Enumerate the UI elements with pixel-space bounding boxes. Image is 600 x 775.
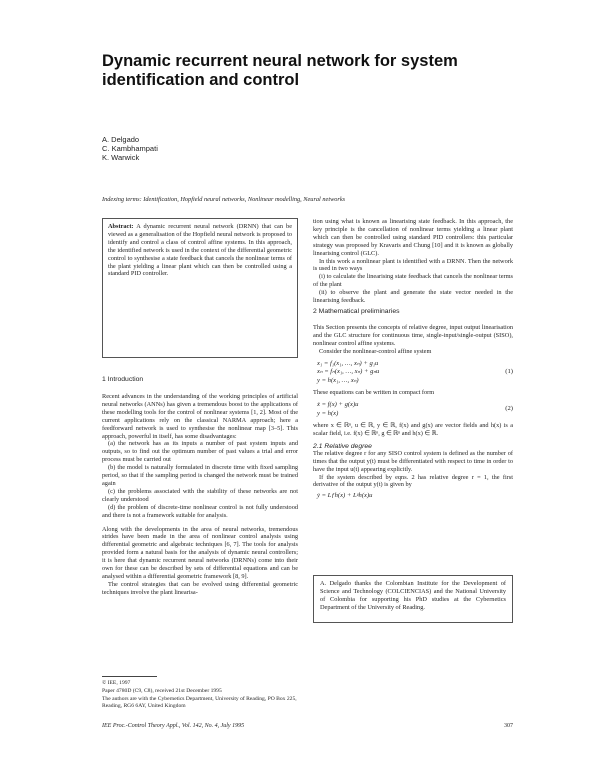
- page-number: 307: [504, 723, 513, 729]
- equation-line: y = h(x): [317, 409, 339, 417]
- intro-paragraph: tion using what is known as linearising state feedback. In this approach, the key principle is the cancellation of nonlinear terms yielding a linear plant which can then be controlled using standard PID controllers: this particular strategy was proposed by Kravaris and Chung [10] and it is known as globally linearising control (GLC).: [313, 218, 513, 257]
- intro-list-item: (d) the problem of discrete-time nonlinear control is not fully understood and there is not a framework suitable for analysis.: [102, 503, 298, 519]
- equation-line: ẋ = f(x) + g(x)u: [317, 401, 359, 409]
- intro-paragraph: The control strategies that can be evolved using differential geometric techniques involve the plant linearisa-: [102, 580, 298, 596]
- subsection-paragraph: The relative degree r for any SISO control system is defined as the number of times that the output y(t) must be differentiated with respect to time in order to have the input u(t) appearing explicitly.: [313, 449, 513, 473]
- abstract-label: Abstract:: [108, 223, 134, 230]
- section-paragraph: Consider the nonlinear-control affine system: [319, 347, 432, 355]
- paper-title: Dynamic recurrent neural network for system identification and control: [102, 52, 458, 89]
- intro-paragraph: In this work a nonlinear plant is identified with a DRNN. Then the network is used in two ways: [313, 257, 513, 273]
- section-paragraph: These equations can be written in compact form: [313, 389, 435, 397]
- subsection-paragraph: If the system described by eqns. 2 has relative degree r = 1, the first derivative of the output y(t) is given by: [313, 473, 513, 489]
- footnote-paper: Paper 4780D (C9, C8), received 21st December 1995: [102, 688, 222, 694]
- equation-line: xₙ = fₙ(x₁, …, xₙ) + gₙu: [317, 368, 380, 376]
- abstract-text: [108, 223, 292, 278]
- section-paragraph: This Section presents the concepts of relative degree, input output linearisation and the GLC structure for continuous time, single-input/single-output (SISO), nonlinear control affine systems.: [313, 324, 513, 347]
- intro-list-item: (c) the problems associated with the stability of these networks are not clearly understood: [102, 487, 298, 503]
- intro-paragraph: Along with the developments in the area of neural networks, tremendous strides have been made in the area of nonlinear control analysis using differential geometric and algebraic techniques [6, 7]. The tools for analysis provided form a natural basis for the analysis of dynamic neural controllers; it is here that dynamic recurrent neural networks (DRNNs) come into their own for these can be described by sets of differential equations and can be analysed within a differential geometric framework [8, 9].: [102, 525, 298, 580]
- equation-2: [317, 401, 513, 418]
- author-name: K. Warwick: [102, 153, 140, 162]
- section-heading: 2 Mathematical preliminaries: [313, 308, 400, 315]
- author-list: [102, 135, 158, 162]
- equation-3: ẏ = Lƒh(x) + Lᵍh(x)u: [317, 492, 373, 500]
- math-preliminaries-section: [313, 308, 513, 501]
- section-paragraph: where x ∈ ℝⁿ, u ∈ ℝ, y ∈ ℝ, f(x) and g(x) are vector fields and h(x) is a scalar field, i.e. f(x) ∈ ℝⁿ, g ∈ ℝⁿ and h(x) ∈ ℝ.: [313, 422, 513, 437]
- subsection-heading: 2.1 Relative degree: [313, 442, 372, 450]
- journal-citation: IEE Proc.-Control Theory Appl., Vol. 142, No. 4, July 1995: [102, 723, 245, 729]
- intro-list-item: (ii) to observe the plant and generate the state vector needed in the linearising feedback.: [313, 289, 513, 305]
- equation-line: y = h(x₁, …, xₙ): [317, 376, 359, 384]
- author-name: C. Kambhampati: [102, 144, 158, 153]
- author-name: A. Delgado: [102, 135, 140, 144]
- footnote-rule: [102, 676, 157, 677]
- acknowledgement-box: [313, 575, 513, 623]
- equation-number: (1): [505, 367, 513, 375]
- footnote-copyright: © IEE, 1997: [102, 680, 131, 686]
- abstract-box: [102, 218, 298, 358]
- equation-line: x₁ = f₁(x₁, …, xₙ) + g₁u: [317, 359, 379, 367]
- intro-list-item: (a) the network has as its inputs a number of past system inputs and outputs, so to find out the optimum number of past values a trial and error process must be carried out: [102, 440, 298, 464]
- index-terms-label: Indexing terms:: [102, 196, 142, 203]
- intro-paragraph: Recent advances in the understanding of the working principles of artificial neural networks (ANNs) has given a tremendous boost to the applications of these modelling tools for the control of nonlinear systems [1, 2]. Most of the current applications rely on the classical NARMA approach; here a feedforward network is used to synthesise the nonlinear map [3–5]. This approach, powerful in itself, has some disadvantages:: [102, 393, 298, 440]
- index-terms-text: Identification, Hopfield neural networks, Nonlinear modelling, Neural networks: [143, 196, 346, 203]
- acknowledgement-text: A. Delgado thanks the Colombian Institute for the Development of Science and Technology (COLCIENCIAS) and the National University of Colombia for supporting his PhD studies at the Cybernetics Department of the University of Reading.: [320, 580, 506, 611]
- equation-1: [317, 360, 513, 386]
- right-column-intro: [313, 218, 513, 305]
- footnote-affiliation: The authors are with the Cybernetics Department, University of Reading, PO Box 225, Reading, RG6 6AY, United Kingdom: [102, 696, 297, 709]
- index-terms: [102, 196, 345, 203]
- abstract-body: A dynamic recurrent neural network (DRNN) that can be viewed as a generalisation of the Hopfield neural network is proposed to identify and control a class of control affine systems. In this approach, the identified network is used in the context of the differential geometric control to synthesise a state feedback that cancels the nonlinear terms of the plant yielding a linear plant which can then be controlled using a standard PID controller.: [108, 223, 292, 278]
- intro-list-item: (i) to calculate the linearising state feedback that cancels the nonlinear terms of the plant: [313, 273, 513, 289]
- journal-footer: [102, 723, 513, 729]
- equation-number: (2): [505, 405, 513, 413]
- intro-list-item: (b) the model is naturally formulated in discrete time with fixed sampling period, so that if the sampling period is changed the network must be trained again: [102, 464, 298, 487]
- section-heading: 1 Introduction: [102, 376, 144, 383]
- introduction-section: [102, 376, 298, 597]
